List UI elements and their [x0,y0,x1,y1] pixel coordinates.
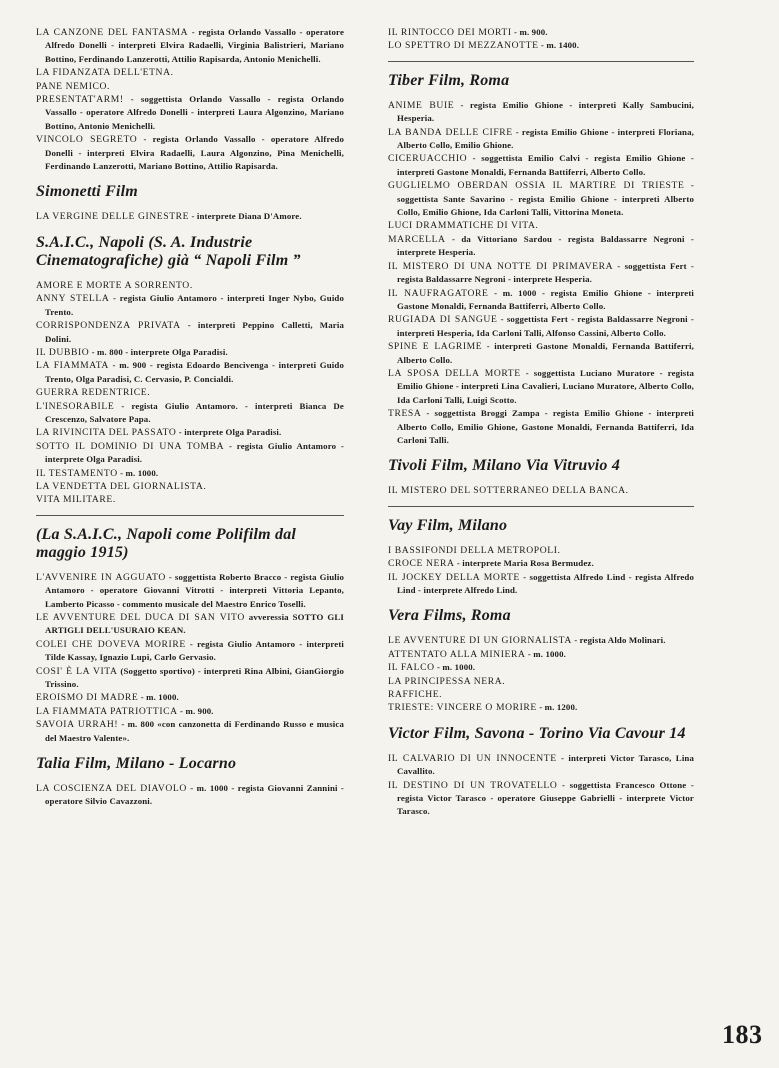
film-title: LA COSCIENZA DEL DIAVOLO [36,783,187,795]
film-entry [36,440,344,467]
company-heading: Tiber Film, Roma [388,71,510,89]
film-title: SAVOIA URRAH! [36,719,119,731]
film-entry [36,665,344,692]
film-title: AMORE E MORTE A SORRENTO. [36,279,193,291]
film-entry [388,313,694,340]
film-details: - regista Giulio Antamoro - interpreti Tilde Kassay, Ignazio Lupi, Carlo Gervasio. [45,638,344,663]
film-details: - interpreti Gastone Monaldi, Fernanda Battiferri, Alberto Collo. [397,341,694,365]
film-title: ANIME BUIE [388,99,455,111]
page-number: 183 [722,1020,763,1049]
film-details: - m. 900 - regista Edoardo Bencivenga - interpreti Guido Trento, Olga Paradisi, C. Cervasio, P. Concialdi. [45,360,344,384]
section-divider [388,506,694,507]
film-details: - m. 1000 - regista Emilio Ghione - interpreti Gastone Monaldi, Fernanda Battiferri, Alberto Collo. [397,287,694,311]
film-title: LA VERGINE DELLE GINESTRE [36,211,190,223]
film-title: LA BANDA DELLE CIFRE [388,126,513,138]
film-entry [36,467,344,480]
film-entry [36,346,344,359]
film-entry [388,152,694,179]
film-title: LA FIAMMATA [36,360,109,372]
film-entry [388,233,694,260]
film-entry [388,634,694,647]
company-heading: Vay Film, Milano [388,516,508,534]
film-entry [388,287,694,314]
film-title: LA PRINCIPESSA NERA. [388,675,506,687]
left-column [36,26,344,809]
film-entry [36,133,344,173]
company-heading: Vera Films, Roma [388,607,511,625]
film-title: ATTENTATO ALLA MINIERA [388,648,526,660]
film-title: CICERUACCHIO [388,153,468,165]
film-details: - m. 800 - interprete Olga Paradisi. [89,346,228,357]
film-entry [36,93,344,133]
film-details: - regista Aldo Molinari. [571,635,666,646]
film-entry [388,179,694,219]
film-title: IL DESTINO DI UN TROVATELLO [388,779,558,791]
film-entry [36,80,344,93]
film-title: LE AVVENTURE DEL DUCA DI SAN VITO [36,612,245,623]
film-details: - regista Orlando Vassallo - operatore Alfredo Donelli - interpreti Elvira Radaelli, Virginia Balistrieri, Mariano Bottino, Ferdinando Lanzerotti, Attilio Rapisarda, Antonio Menichelli. [45,27,344,64]
film-entry [36,718,344,745]
film-title: LUCI DRAMMATICHE DI VITA. [388,220,539,232]
film-title: SOTTO IL DOMINIO DI UNA TOMBA [36,440,225,452]
film-details: - soggettista Roberto Bracco - regista Giulio Antamoro - operatore Giovanni Vitrotti - interpreti Vittoria Lepanto, Lamberto Picasso - commento musicale del Maestro Enrico Toselli. [45,571,344,609]
film-details: - regista Orlando Vassallo - operatore Alfredo Donelli - interpreti Elvira Radaelli, Laura Algonzino, Pina Menichelli, Ferdinando Lanzerotti, Mariano Bottino, Attilio Rapisarda. [45,134,344,172]
film-title: GUGLIELMO OBERDAN OSSIA IL MARTIRE DI TRIESTE [388,180,685,192]
film-entry [388,340,694,367]
film-title: IL MISTERO DEL SOTTERRANEO DELLA BANCA. [388,485,629,497]
film-entry [388,126,694,153]
film-title: IL DUBBIO [36,346,90,358]
film-entry [36,279,344,292]
film-details: - da Vittoriano Sardou - regista Baldassarre Negroni - interprete Hesperia. [397,233,694,258]
company-heading: (La S.A.I.C., Napoli come Polifilm dal maggio 1915) [36,525,297,561]
film-title: LA RIVINCITA DEL PASSATO [36,427,177,439]
film-details: - m. 900. [177,705,214,716]
film-title: IL CALVARIO DI UN INNOCENTE [388,752,557,764]
film-title: IL JOCKEY DELLA MORTE [388,571,520,583]
film-details: - interprete Olga Paradisi. [176,427,282,438]
film-entry [388,484,694,497]
film-details: - m. 1000. [434,662,476,673]
film-details: - interprete Diana D'Amore. [189,211,302,222]
right-column [388,26,694,819]
film-entry [36,638,344,665]
film-entry [36,319,344,346]
film-details: - m. 1000. [138,692,179,703]
film-details: - regista Giulio Antamoro - interprete Olga Paradisi. [45,440,344,465]
film-entry [36,386,344,399]
film-title: GUERRA REDENTRICE. [36,387,151,399]
film-title: LA SPOSA DELLA MORTE [388,367,521,379]
film-entry [36,210,344,223]
film-details: - m. 1400. [538,40,580,51]
film-details: - regista Emilio Ghione - interpreti Floriana, Alberto Collo, Emilio Ghione. [397,126,694,151]
film-entry [388,26,694,39]
section-divider [36,515,344,516]
film-title: IL FALCO [388,662,435,674]
film-title: COSI' È LA VITA [36,665,118,677]
film-details: avveressia SOTTO GLI ARTIGLI DELL'USURAIO KEAN. [45,612,344,636]
film-entry [36,292,344,319]
film-title: LA FIDANZATA DELL'ETNA. [36,67,174,79]
company-heading: S.A.I.C., Napoli (S. A. Industrie Cinematografiche) già “ Napoli Film ” [36,233,301,269]
film-title: PRESENTAT'ARM! [36,94,124,106]
film-entry [36,782,344,809]
film-entry [36,66,344,79]
film-entry [388,39,694,52]
film-details: - interprete Maria Rosa Bermudez. [454,558,594,569]
film-details: - soggettista Fert - regista Baldassarre Negroni - interpreti Hesperia, Ida Carloni Talli, Alfonso Cassini, Alberto Collo. [397,314,694,338]
film-entry [388,571,694,598]
film-title: LE AVVENTURE DI UN GIORNALISTA [388,635,572,647]
film-entry [36,611,344,638]
film-entry [36,26,344,66]
film-title: TRIESTE: VINCERE O MORIRE [388,702,537,714]
film-details: - regista Giulio Antamoro - interpreti Inger Nybo, Guido Trento. [45,293,345,317]
film-entry [388,661,694,674]
film-title: VITA MILITARE. [36,494,116,506]
film-title: VINCOLO SEGRETO [36,134,138,146]
film-entry [36,691,344,704]
film-entry [388,701,694,714]
film-title: LO SPETTRO DI MEZZANOTTE [388,40,539,52]
film-title: LA FIAMMATA PATRIOTTICA [36,705,178,717]
film-details: - regista Giulio Antamoro. - interpreti Bianca De Crescenzo, Salvatore Papa. [45,400,344,424]
film-details: - m. 1000. [117,467,159,478]
film-entry [388,779,694,819]
film-entry [388,367,694,407]
film-entry [36,571,344,611]
film-title: RAFFICHE. [388,689,443,701]
film-title: MARCELLA [388,233,446,245]
film-title: TRESA [388,408,422,420]
film-title: CROCE NERA [388,558,455,570]
film-entry [388,99,694,126]
film-entry [388,675,694,688]
film-details: - soggettista Francesco Ottone - regista Victor Tarasco - operatore Giuseppe Gabrielli - interprete Victor Tarasco. [397,779,694,817]
film-title: LA CANZONE DEL FANTASMA [36,27,189,38]
film-entry [388,260,694,287]
film-entry [36,359,344,386]
film-details: (Soggetto sportivo) - interpreti Rina Albini, GianGiorgio Trissino. [45,665,344,690]
film-details: - m. 1200. [536,702,578,713]
film-title: IL NAUFRAGATORE [388,287,489,299]
film-entry [36,705,344,718]
film-title: COLEI CHE DOVEVA MORIRE [36,638,186,650]
film-title: IL MISTERO DI UNA NOTTE DI PRIMAVERA [388,260,614,272]
film-title: PANE NEMICO. [36,80,111,92]
film-title: SPINE E LAGRIME [388,341,483,353]
film-title: L'AVVENIRE IN AGGUATO [36,571,166,583]
film-details: - soggettista Alfredo Lind - regista Alfredo Lind - interprete Alfredo Lind. [397,571,694,595]
film-entry [388,688,694,701]
film-details: - soggettista Orlando Vassallo - regista Orlando Vassallo - operatore Alfredo Donelli - interpreti Laura Algonzino, Mariano Bottino, Antonio Menichelli. [45,94,344,131]
film-title: LA VENDETTA DEL GIORNALISTA. [36,480,207,492]
section-divider [388,61,694,62]
film-entry [36,480,344,493]
film-details: - m. 1000 - regista Giovanni Zannini - operatore Silvio Cavazzoni. [45,783,344,807]
film-title: L'INESORABILE [36,400,115,412]
film-entry [36,400,344,427]
film-details: - soggettista Emilio Calvi - regista Emilio Ghione - interpreti Gastone Monaldi, Fernanda Battiferri, Alberto Collo. [397,153,694,177]
company-heading: Victor Film, Savona - Torino Via Cavour 14 [388,724,686,742]
film-title: IL RINTOCCO DEI MORTI [388,27,512,38]
film-entry [388,648,694,661]
film-entry [36,426,344,439]
film-title: EROISMO DI MADRE [36,692,139,704]
film-entry [388,407,694,447]
film-details: - regista Emilio Ghione - interpreti Kally Sambucini, Hesperia. [397,99,694,124]
film-details: - m. 800 «con canzonetta di Ferdinando Russo e musica del Maestro Valente». [45,719,344,743]
film-title: RUGIADA DI SANGUE [388,314,498,326]
film-title: IL TESTAMENTO [36,467,118,479]
company-heading: Talia Film, Milano - Locarno [36,755,237,773]
film-entry [388,557,694,570]
film-title: I BASSIFONDI DELLA METROPOLI. [388,544,561,556]
film-title: CORRISPONDENZA PRIVATA [36,320,181,332]
film-details: - m. 900. [511,27,548,37]
film-details: - m. 1000. [525,648,566,659]
film-details: - soggettista Broggi Zampa - regista Emilio Ghione - interpreti Alberto Collo, Emilio Ghione, Gastone Monaldi, Fernanda Battiferri, Ida Carloni Talli. [397,408,694,445]
film-details: - soggettista Sante Savarino - regista Emilio Ghione - interpreti Alberto Collo, Emilio Ghione, Ida Carloni Talli, Vittorina Moneta. [397,180,694,218]
film-details: - soggettista Luciano Muratore - regista Emilio Ghione - interpreti Lina Cavalieri, Luciano Muratore, Alberto Collo, Ida Carloni Talli, Luigi Scotto. [397,367,694,405]
film-entry [388,544,694,557]
film-entry [36,493,344,506]
company-heading: Tivoli Film, Milano Via Vitruvio 4 [388,457,621,475]
film-entry [388,219,694,232]
film-details: - soggettista Fert - regista Baldassarre Negroni - interprete Hesperia. [397,260,694,285]
film-details: - interpreti Peppino Calletti, Maria Dolini. [45,320,344,344]
film-title: ANNY STELLA [36,293,110,305]
film-details: - interpreti Victor Tarasco, Lina Cavallito. [397,752,694,777]
company-heading: Simonetti Film [36,183,138,201]
film-entry [388,752,694,779]
